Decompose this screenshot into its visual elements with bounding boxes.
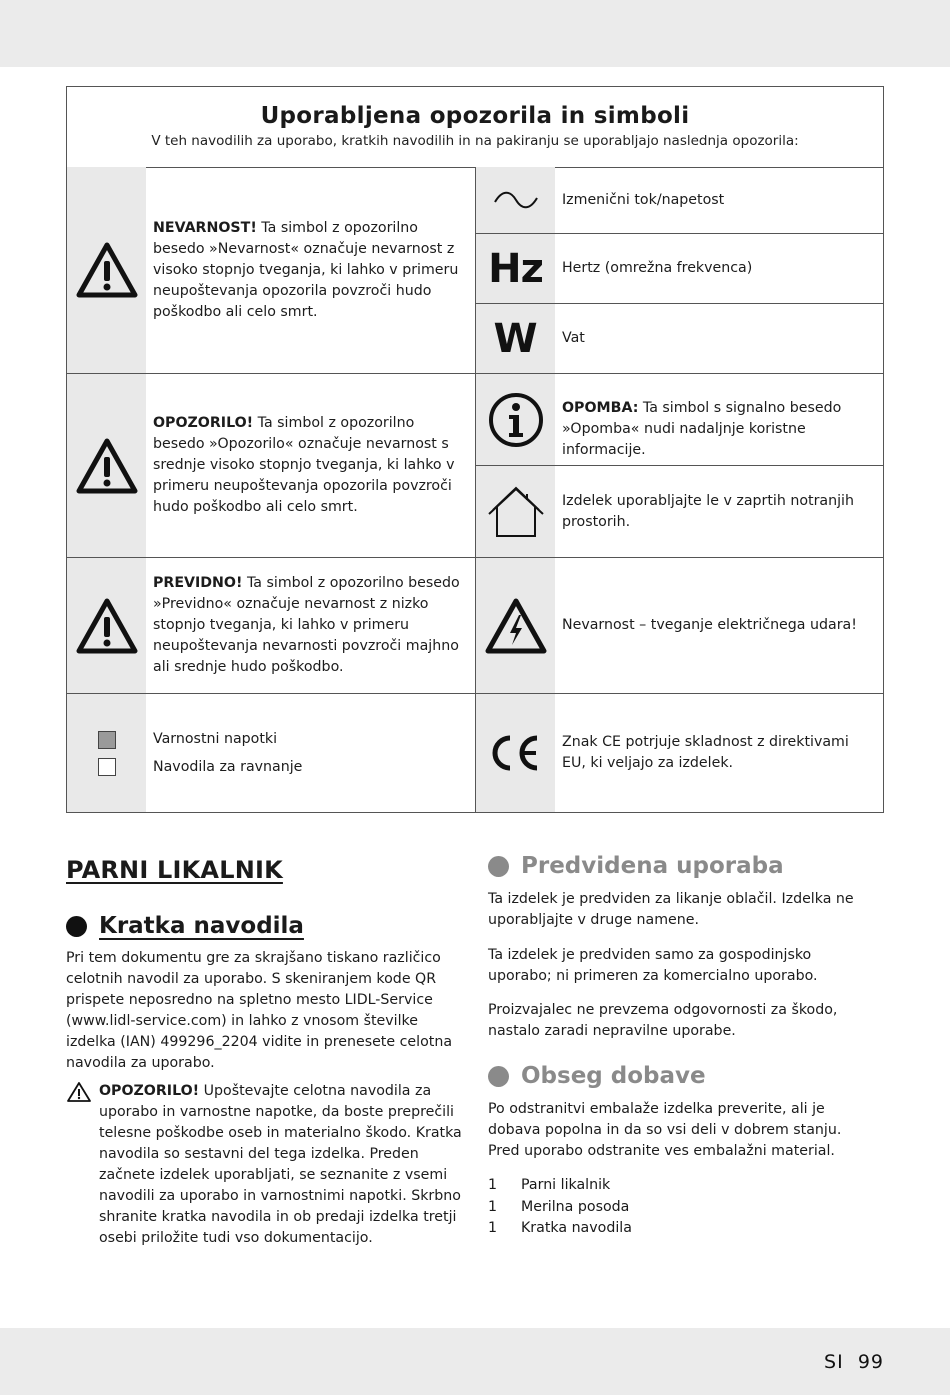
short-guide-body: Pri tem dokumentu gre za skrajšano tiskano različico celotnih navodil za uporabo. S skeniranjem kode QR prispete neposredno na spletno mesto LIDL-Service (www.lidl-service.com) in lahko z vnosom številke izdelka (IAN) 499296_2204 vidite in prenesete celotna navodila za uporabo. <box>66 950 453 1071</box>
symbol-row-caution <box>67 558 475 694</box>
symbol-row-squares <box>67 694 475 812</box>
caution-text: Ta simbol z opozorilno besedo »Previdno« označuje nevarnost z nizko stopnjo tveganja, ki lahko v primeru neupoštevanja nevarnosti povzroči majhno ali srednje hudo poškodbo. <box>153 575 460 675</box>
squares-icon <box>67 694 146 812</box>
scope-heading: Obseg dobave <box>488 1063 706 1089</box>
short-guide-heading: Kratka navodila <box>66 913 304 939</box>
caution-keyword: PREVIDNO! <box>153 575 243 591</box>
intended-use-heading: Predvidena uporaba <box>488 853 784 879</box>
ac-wave-icon <box>476 167 555 233</box>
filled-square-icon <box>98 731 116 749</box>
symbol-row-danger <box>67 167 475 374</box>
list-item: 1 Parni likalnik <box>488 1177 611 1193</box>
safety-notes-label: Varnostni napotki <box>153 731 278 747</box>
shock-text: Nevarnost – tveganje električnega udara! <box>562 617 857 633</box>
bullet-dot-icon <box>488 856 509 877</box>
house-icon <box>476 466 555 557</box>
watt-text: Vat <box>562 330 585 346</box>
hertz-icon: Hz <box>476 234 555 303</box>
page-number-value: 99 <box>857 1351 884 1373</box>
ce-mark-icon <box>476 694 555 812</box>
symbol-row-indoor <box>476 466 883 558</box>
symbol-row-shock <box>476 558 883 694</box>
symbol-row-ce <box>476 694 883 812</box>
warning-triangle-icon <box>67 167 146 373</box>
symbol-row-warning <box>67 374 475 558</box>
product-title: PARNI LIKALNIK <box>66 856 283 884</box>
bottom-band <box>0 1328 950 1395</box>
symbol-row-watt <box>476 304 883 374</box>
intended-use-p1: Ta izdelek je predviden za likanje oblačil. Izdelka ne uporabljajte v druge namene. <box>488 891 854 928</box>
symbols-title: Uporabljena opozorila in simboli <box>260 103 690 129</box>
hertz-text: Hertz (omrežna frekvenca) <box>562 260 753 276</box>
warning-triangle-icon <box>67 374 146 557</box>
empty-square-icon <box>98 758 116 776</box>
warning-triangle-icon <box>66 1081 92 1107</box>
list-item: 1 Kratka navodila <box>488 1220 632 1236</box>
ac-text: Izmenični tok/napetost <box>562 191 725 208</box>
warning-keyword: OPOZORILO! <box>153 415 254 431</box>
symbol-row-hertz <box>476 234 883 304</box>
intended-use-p2: Ta izdelek je predviden samo za gospodinjsko uporabo; ni primeren za komercialno uporabo. <box>488 947 818 984</box>
symbol-row-ac <box>476 167 883 234</box>
watt-icon: W <box>476 304 555 373</box>
symbols-header <box>67 87 883 168</box>
note-text: Ta simbol s signalno besedo »Opomba« nudi nadaljnje koristne informacije. <box>562 400 842 458</box>
symbols-table <box>66 86 884 813</box>
short-guide-warning-keyword: OPOZORILO! <box>99 1083 200 1099</box>
symbols-subtitle: V teh navodilih za uporabo, kratkih navodilih in na pakiranju se uporabljajo naslednja opozorila: <box>151 133 799 149</box>
bullet-dot-icon <box>488 1066 509 1087</box>
info-icon <box>476 374 555 465</box>
warning-text: Ta simbol z opozorilno besedo »Opozorilo« označuje nevarnost s srednje visoko stopnjo tveganja, ki lahko v primeru neupoštevanja opozorila povzroči hudo poškodbo ali celo smrt. <box>153 415 455 515</box>
list-item: 1 Merilna posoda <box>488 1198 630 1215</box>
intended-use-p3: Proizvajalec ne prevzema odgovornosti za škodo, nastalo zaradi nepravilne uporabe. <box>488 1002 838 1039</box>
danger-text: Ta simbol z opozorilno besedo »Nevarnost« označuje nevarnost z visoko stopnjo tveganja, ki lahko v primeru neupoštevanja opozorila povzroči hudo poškodbo ali celo smrt. <box>153 219 459 320</box>
symbols-left-column <box>67 167 476 812</box>
scope-body: Po odstranitvi embalaže izdelka preverite, ali je dobava popolna in da so vsi deli v dobrem stanju. Pred uporabo odstranite ves embalažni material. <box>488 1101 842 1159</box>
scope-list <box>488 1175 632 1240</box>
handling-instructions-label: Navodila za ravnanje <box>153 759 303 775</box>
note-keyword: OPOMBA: <box>562 400 639 416</box>
danger-keyword: NEVARNOST! <box>153 219 257 236</box>
warning-triangle-icon <box>67 558 146 693</box>
ce-text: Znak CE potrjuje skladnost z direktivami EU, ki veljajo za izdelek. <box>562 734 849 771</box>
language-code: SI <box>824 1351 844 1373</box>
page-number <box>824 1351 884 1373</box>
symbol-row-info <box>476 374 883 466</box>
top-band <box>0 0 950 67</box>
short-guide-warning-text: Upoštevajte celotna navodila za uporabo in varnostne napotke, da boste preprečili telesne poškodbe oseb in materialno škodo. Kratka navodila so sestavni del tega izdelka. Preden začnete izdelek uporabljati, se seznanite z vsemi navodili za uporabo in varnostnimi napotki. Skrbno shranite kratka navodila in ob predaji izdelka tretji osebi priložite tudi vso dokumentacijo. <box>99 1083 462 1246</box>
indoor-text: Izdelek uporabljajte le v zaprtih notranjih prostorih. <box>562 492 854 530</box>
bullet-dot-icon <box>66 916 87 937</box>
electric-shock-icon <box>476 558 555 693</box>
symbols-right-column <box>476 167 883 812</box>
